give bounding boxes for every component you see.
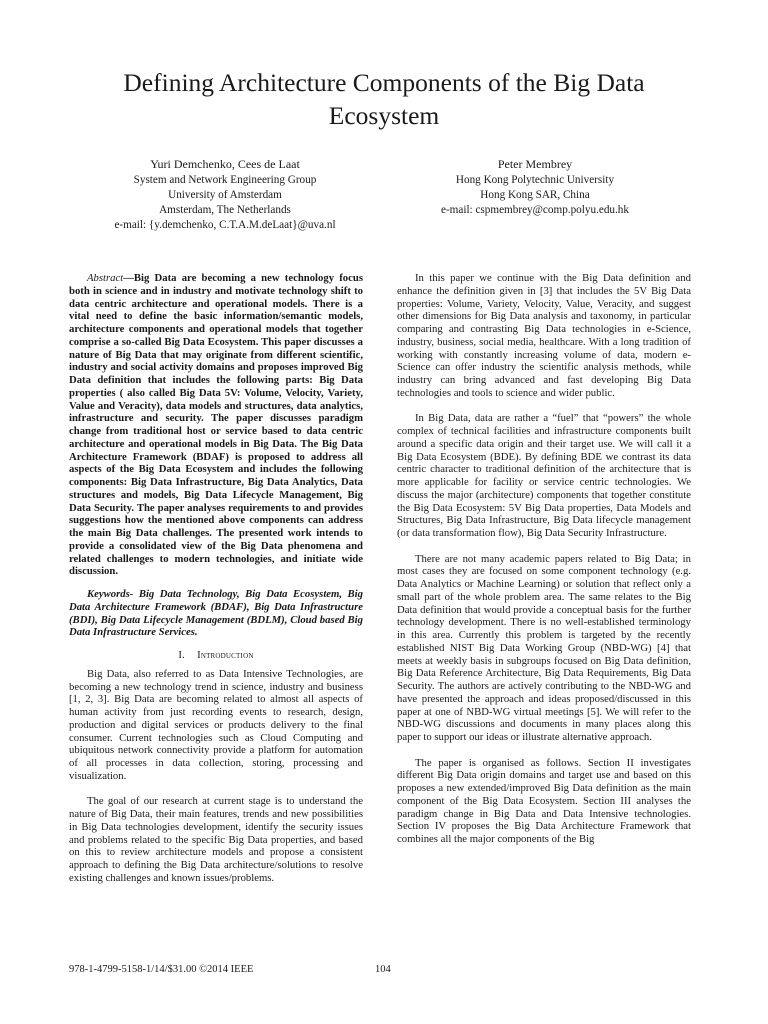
author-affiliation-line: System and Network Engineering Group — [133, 174, 317, 186]
author-affiliation-line: Amsterdam, The Netherlands — [159, 204, 291, 216]
author-email: e-mail: cspmembrey@comp.polyu.edu.hk — [440, 204, 629, 216]
keywords-label: Keywords- — [87, 588, 134, 600]
body-paragraph-1: In this paper we continue with the Big Data definition and enhance the definition given in [3] that includes the 5V Big Data properties: Volume, Variety, Velocity, Value, Veracity, and suggest other dimensions for Big Data analysis and taxonomy, in particular comparing and contrasting Big Data technologies in e-Science, industry, business, social media, healthcare. With a long tradition of working with constantly increasing volume of data, modern e-Science can offer industry the scientific analysis methods, while industry can bring advanced and fast developing Big Data technologies and tools to science and wider public. — [397, 272, 691, 399]
intro-paragraph-2: The goal of our research at current stage is to understand the nature of Big Data, their main features, trends and new possibilities in Big Data technologies development, identify the security issues and problems related to the specific Big Data properties, and based on this to review architecture models and propose a consistent approach to defining the Big Data architecture/solutions to resolve existing challenges and known issues/problems. — [69, 795, 363, 884]
section-heading-introduction — [69, 649, 363, 662]
page-number: 104 — [375, 964, 391, 975]
author-names: Peter Membrey — [497, 157, 573, 171]
author-affiliation-line: Hong Kong Polytechnic University — [455, 174, 615, 186]
author-email: e-mail: {y.demchenko, C.T.A.M.deLaat}@uva.nl — [114, 219, 336, 231]
right-column — [397, 272, 691, 846]
body-paragraph-2: In Big Data, data are rather a “fuel” that “powers” the whole complex of technical facilities and infrastructure components built around a specific data origin and their target use. We will call it a Big Data Ecosystem (BDE). By defining BDE we contrast its data centric character to traditional definition of the architecture that is more applicable for facility or service centric technologies. We discuss the major (architecture) components that together constitute the Big Data Ecosystem: 5V Big Data properties, Data Models and Structures, Big Data Infrastructure, Big Data lifecycle management (or data transformation flow), Big Data Security Infrastructure. — [397, 412, 691, 539]
body-paragraph-4: The paper is organised as follows. Section II investigates different Big Data origin domains and target use and based on this proposes a new extended/improved Big Data definition as the main component of the Big Data Ecosystem. Section III analyses the paradigm change in Big Data and Data Intensive technologies. Section IV proposes the Big Data Architecture Framework that combines all the major components of the Big — [397, 756, 691, 845]
body-paragraph-3: There are not many academic papers related to Big Data; in most cases they are focused on some component technology (e.g. Data Analytics or Machine Learning) or solution that reflect only a small part of the whole problem area. The same relates to the Big Data definition that would provide a conceptual basis for the further technology development. There is no well-established terminology in this area. Currently this problem is targeted by the recently established NIST Big Data Working Group (NBD-WG) [4] that meets at weekly basis in subgroups focused on Big Data definition, Big Data Reference Architecture, Big Data Requirements, Big Data Security. The authors are actively contributing to the NBD-WG and have presented the approach and ideas proposed/discussed in this paper at one of NBD-WG virtual meetings [5]. We will refer to the NBD-WG discussions and documents in many places along this paper to support our ideas or illustrate alternative approach. — [397, 552, 691, 743]
intro-paragraph-1: Big Data, also referred to as Data Intensive Technologies, are becoming a new technology trend in science, industry and business [1, 2, 3]. Big Data are becoming related to almost all aspects of human activity from just recording events to research, design, production and digital services or products delivery to the final consumer. Current technologies such as Cloud Computing and ubiquitous network connectivity provide a platform for automation of all processes in data collection, storing, processing and visualization. — [69, 667, 363, 782]
left-column — [69, 272, 363, 885]
author-affiliation-line: Hong Kong SAR, China — [480, 189, 590, 201]
abstract — [69, 272, 363, 578]
keywords — [69, 588, 363, 639]
abstract-text: —Big Data are becoming a new technology focus both in science and in industry and motivate technology shift to data centric architecture and operational models. There is a vital need to define the basic information/semantic models, architecture components and operational models that together comprise a so-called Big Data Ecosystem. This paper discusses a nature of Big Data that may originate from different scientific, industry and social activity domains and proposes improved Big Data definition that includes the following parts: Big Data properties ( also called Big Data 5V: Volume, Velocity, Variety, Value and Veracity), data models and structures, data analytics, infrastructure and security. The paper discusses paradigm change from traditional host or service based to data centric architecture and operational models in Big Data. The Big Data Architecture Framework (BDAF) is proposed to address all aspects of the Big Data Ecosystem and includes the following components: Big Data Infrastructure, Big Data Analytics, Data structures and models, Big Data Lifecycle Management, Big Data Security. The paper analyses requirements to and provides suggestions how the mentioned above components can address the main Big Data challenges. The presented work intends to provide a consolidated view of the Big Data phenomena and related challenges to modern technologies, and initiate wide discussion. — [69, 272, 363, 578]
footer-copyright: 978-1-4799-5158-1/14/$31.00 ©2014 IEEE — [69, 964, 254, 975]
keywords-text: Big Data Technology, Big Data Ecosystem, Big Data Architecture Framework (BDAF), Big Data Infrastructure (BDI), Big Data Lifecycle Management (BDLM), Cloud based Big Data Infrastructure Services. — [69, 588, 363, 639]
author-block-1 — [100, 156, 350, 233]
section-number: I. — [178, 649, 186, 661]
author-names: Yuri Demchenko, Cees de Laat — [150, 157, 300, 171]
section-title: Introduction — [197, 649, 254, 661]
author-block-2 — [420, 156, 650, 218]
author-affiliation-line: University of Amsterdam — [168, 189, 282, 201]
paper-title: Defining Architecture Components of the Big Data Ecosystem — [123, 68, 645, 130]
abstract-label: Abstract — [87, 272, 124, 284]
